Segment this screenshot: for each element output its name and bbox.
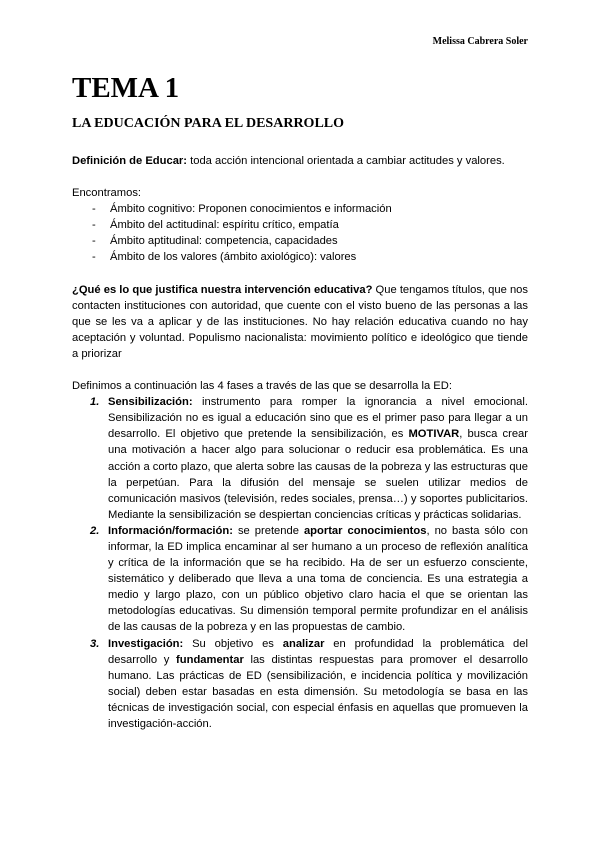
phase-number: 2. [90, 524, 100, 537]
phase-emphasis: aportar conocimientos [303, 524, 427, 537]
definition-text: toda acción intencional orientada a cambiar actitudes y valores. [187, 155, 505, 167]
phases-intro: Definimos a continuación las 4 fases a través de las que se desarrolla la ED: [72, 380, 452, 393]
phase-title: Información/formación: [108, 524, 233, 537]
phase-number: 1. [90, 396, 100, 409]
phase-text: las distintas respuestas para promover el desarrollo humano. Las prácticas de ED (sensibilización, e incidencia política y movilización social) deben estar basadas en esta dimensión. Su metodología se basa en las técnicas de investigación social, con especial énfasis en aquellas que promueven la investigación-acción. [108, 653, 528, 730]
phase-title: Investigación: [108, 637, 184, 650]
phase-text: , no basta sólo con informar, la ED implica encaminar al ser humano a un proceso de reflexión analítica y crítica de la información que se ha recibido. Ha de ser un esfuerzo consciente, sistemático y deliberado que lleva a una toma de conciencia. Es una estrategia a medio y largo plazo, con un público objetivo claro hacia el que se orientan las metodologías educativas. Su dimensión temporal permite profundizar en el análisis de las causas de la pobreza y en las propuestas de cambio. [108, 524, 528, 634]
ambitos-list [72, 201, 528, 265]
phase-text: Su objetivo es [183, 637, 283, 650]
document-body [72, 153, 528, 732]
phase-text: , busca crear una motivación a hacer algo para solucionar o reducir esa problemática. Es una acción a corto plazo, que alerta sobre las causas de la pobreza y las estructuras que la perpetúan. Para la difusión del mensaje se suelen utilizar medios de comunicación masivos (televisión, redes sociales, prensa…) y soportes publicitarios. Mediante la sensibilización se despiertan conciencias críticas y prácticas solidarias. [108, 428, 528, 521]
phase-emphasis: fundamentar [176, 653, 244, 666]
author-name: Melissa Cabrera Soler [432, 36, 528, 47]
phase-text: instrumento para romper la ignorancia a nivel emocional. Sensibilización no es igual a educación sino que es el primer paso para llegar a un desarrollo. El objetivo que pretende la sensibilización, es [108, 396, 528, 441]
list-item: - Ámbito de los valores (ámbito axiológico): valores [92, 249, 528, 265]
page-subtitle: LA EDUCACIÓN PARA EL DESARROLLO [72, 116, 345, 131]
phase-emphasis: analizar [282, 637, 325, 650]
phase-text: se pretende [232, 524, 304, 537]
phase-emphasis: MOTIVAR [408, 428, 460, 441]
encontramos-intro: Encontramos: [72, 187, 142, 200]
phase-item-sensibilizacion [90, 394, 528, 523]
phase-item-informacion [90, 523, 528, 636]
justification-text: Que tengamos títulos, que nos contacten instituciones con autoridad, que cuente con el visto bueno de las personas a las que se les va a aplicar y de las instituciones. No hay relación educativa cuando no hay aceptación y voluntad. Populismo nacionalista: movimiento político e ideológico que tiende a priorizar [72, 283, 528, 360]
list-item: - Ámbito aptitudinal: competencia, capacidades [92, 233, 528, 249]
definition-paragraph [72, 153, 528, 169]
phase-number: 3. [90, 637, 100, 650]
list-item: - Ámbito del actitudinal: espíritu crítico, empatía [92, 217, 528, 233]
phases-list [72, 394, 528, 732]
phase-item-investigacion [90, 636, 528, 733]
phase-text: en profundidad la problemática del desarrollo y [108, 637, 528, 666]
definition-label: Definición de Educar: [72, 155, 187, 167]
justification-paragraph [72, 282, 528, 362]
phase-title: Sensibilización: [108, 396, 193, 409]
list-item: - Ámbito cognitivo: Proponen conocimientos e información [92, 201, 528, 217]
justification-question: ¿Qué es lo que justifica nuestra intervención educativa? [72, 283, 373, 296]
page-title: TEMA 1 [72, 72, 180, 104]
